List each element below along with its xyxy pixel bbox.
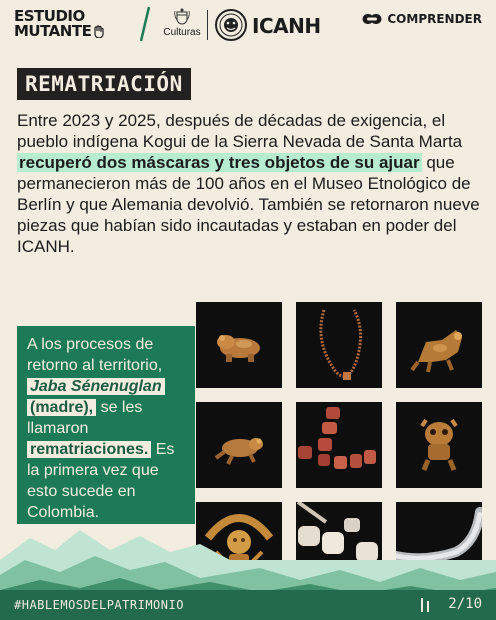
intro-paragraph bbox=[17, 110, 482, 257]
slash-divider-icon bbox=[140, 7, 150, 41]
ministry-culturas-logo[interactable] bbox=[160, 8, 204, 38]
intro-text-2: que permanecieron más de 100 años en el Museo Etnológico de Berlín y que Alemania devolvió. También se retornaron nueve piezas que habían sido incautadas y estaban en poder del ICANH. bbox=[17, 153, 480, 256]
hand-icon bbox=[93, 25, 105, 38]
intro-text-1: Entre 2023 y 2025, después de décadas de exigencia, el pueblo indígena Kogui de la Sierra Nevada de Santa Marta bbox=[17, 111, 463, 151]
callout-rematriaciones: rematriaciones. bbox=[27, 441, 151, 458]
divider-bars-icon bbox=[420, 598, 432, 612]
page-indicator: 2/10 bbox=[448, 596, 482, 612]
rematriation-callout bbox=[17, 326, 195, 524]
link-icon bbox=[362, 13, 382, 25]
carnelian-beads-image bbox=[296, 402, 382, 488]
callout-text-3: Es la primera vez que esto sucede en Colombia. bbox=[27, 441, 175, 521]
artifact-bead-necklace[interactable] bbox=[296, 302, 382, 388]
artifact-animal-figure[interactable] bbox=[396, 302, 482, 388]
estudio-mutante-logo[interactable] bbox=[14, 9, 105, 39]
intro-highlight: recuperó dos máscaras y tres objetos de su ajuar bbox=[19, 153, 420, 172]
callout-translation: (madre), bbox=[27, 399, 96, 416]
header-divider bbox=[207, 10, 208, 40]
logo-line2: MUTANTE bbox=[14, 22, 92, 40]
gold-frog-small-image bbox=[196, 402, 282, 488]
artifact-anthropomorphic-figure[interactable] bbox=[396, 402, 482, 488]
footer-bar bbox=[0, 590, 496, 620]
gold-frog-image bbox=[196, 302, 282, 388]
header bbox=[0, 0, 496, 48]
artifact-carnelian-beads[interactable] bbox=[296, 402, 382, 488]
artifact-frog-figure-2[interactable] bbox=[196, 402, 282, 488]
ministry-label: Culturas bbox=[163, 27, 201, 38]
coat-of-arms-icon bbox=[174, 8, 190, 26]
necklace-image bbox=[296, 302, 382, 388]
gold-figure-image bbox=[396, 402, 482, 488]
comprender-badge[interactable] bbox=[362, 12, 482, 26]
logo-line1: ESTUDIO bbox=[14, 7, 85, 25]
comprender-label: COMPRENDER bbox=[387, 12, 482, 26]
hashtag[interactable]: #HABLEMOSDELPATRIMONIO bbox=[14, 598, 184, 612]
icanh-wordmark[interactable]: ICANH bbox=[252, 14, 321, 38]
icanh-seal-icon bbox=[215, 9, 247, 41]
callout-kogui-term: Jaba Sénenuglan bbox=[27, 378, 165, 395]
callout-text-2: se les llamaron bbox=[27, 399, 143, 437]
section-title: REMATRIACIÓN bbox=[17, 68, 191, 100]
callout-text-1: A los procesos de retorno al territorio, bbox=[27, 336, 163, 374]
artifact-frog-figure-1[interactable] bbox=[196, 302, 282, 388]
gold-animal-image bbox=[396, 302, 482, 388]
